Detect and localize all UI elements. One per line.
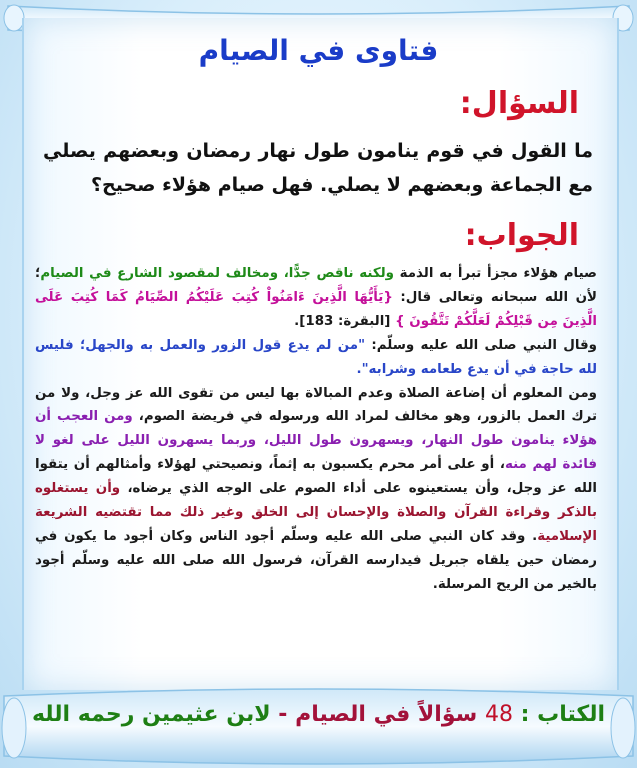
separator: -	[270, 702, 296, 727]
book-label: الكتاب :	[520, 702, 606, 727]
answer-label: الجواب:	[464, 218, 579, 253]
answer-paragraph-3	[35, 382, 597, 597]
question-label: السؤال:	[459, 86, 579, 121]
answer-body	[35, 262, 597, 597]
answer-paragraph-1	[35, 262, 597, 334]
book-number: 48	[484, 702, 513, 727]
verse-reference: [البقرة: 183].	[294, 313, 396, 329]
answer-text: ؛ لأن الله سبحانه وتعالى قال:	[35, 266, 597, 305]
book-author: لابن عثيمين رحمه الله	[31, 702, 271, 727]
scroll-bottom-roll	[0, 686, 637, 768]
page-title: فتاوى في الصيام	[198, 34, 439, 67]
answer-text: ومن المعلوم أن إضاعة الصلاة وعدم المبالاة بها ليس من تقوى الله عز وجل، ولا من ترك العمل بالزور، وهو مخالف لمراد الله ورسوله في فريضة الصوم،	[35, 385, 597, 425]
answer-paragraph-2	[35, 334, 597, 382]
question-text: ما القول في قوم ينامون طول نهار رمضان وبعضهم يصلي مع الجماعة وبعضهم لا يصلي. فهل صيام هؤلاء صحيح؟	[43, 140, 593, 196]
answer-highlight: ومن العجب أن هؤلاء ينامون طول النهار، ويسهرون طول الليل، وربما يسهرون الليل على لغو لا فائدة لهم منه	[35, 409, 597, 473]
book-title: سؤالاً في الصيام	[295, 702, 478, 727]
answer-highlight: وأن يستغلوه بالذكر وقراءة القرآن والصلاة والإحسان إلى الخلق وغير ذلك مما تقتضيه الشريعة الإسلامية	[35, 481, 597, 544]
answer-text: صيام هؤلاء مجزأ تبرأ به الذمة	[399, 266, 597, 281]
answer-text: وقال النبي صلى الله عليه وسلّم:	[365, 337, 597, 353]
hadith-text: "من لم يدع قول الزور والعمل به والجهل؛ فليس لله حاجة في أن يدع طعامه وشرابه".	[35, 337, 597, 377]
book-credit	[0, 702, 637, 727]
answer-highlight: ولكنه ناقص جدًّا، ومخالف لمقصود الشارع في الصيام	[40, 266, 400, 281]
answer-text: . وقد كان النبي صلى الله عليه وسلّم أجود الناس وكان أجود ما يكون في رمضان حين يلقاه جبريل فيدارسه القرآن، فرسول الله صلى الله عليه وسلّم أجود بالخير من الريح المرسلة.	[35, 528, 597, 592]
answer-text: ، أو على أمر محرم يكسبون به إثماً، ونصيحتي لهؤلاء وأمثالهم أن يتقوا الله عز وجل، وأن يستعينوه على أداء الصوم على الوجه الذي يرضاه،	[35, 457, 598, 497]
quran-verse: {يَأَيُّهَا الَّذِينَ ءَامَنُواْ كُتِبَ عَلَيْكُمُ الصِّيَامُ كَمَا كُتِبَ عَلَى الَّذِينَ مِن قَبْلِكُمْ لَعَلَّكُمْ تَتَّقُونَ }	[35, 289, 597, 329]
